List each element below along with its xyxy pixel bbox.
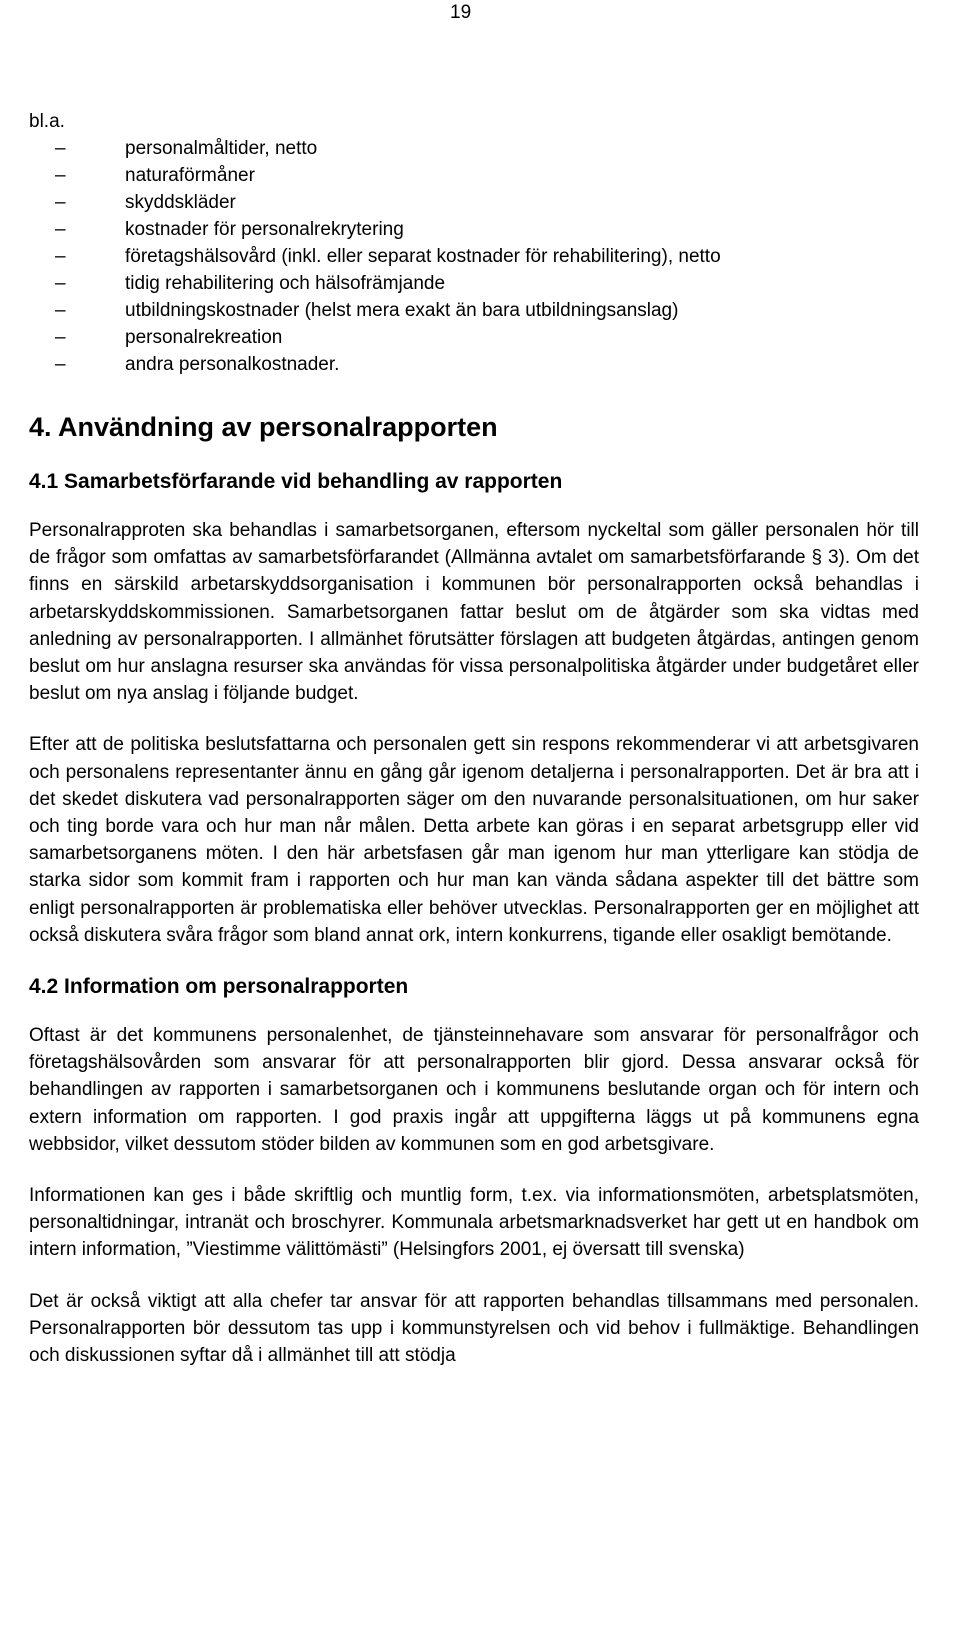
list-item-text: personalmåltider, netto — [125, 138, 318, 159]
dash-bullet-icon: – — [55, 246, 66, 267]
list-item-text: företagshälsovård (inkl. eller separat kostnader för rehabilitering), netto — [125, 246, 721, 267]
section-heading-4: 4. Användning av personalrapporten — [29, 412, 498, 442]
list-item — [29, 162, 919, 189]
paragraph-4-2-c: Det är också viktigt att alla chefer tar ansvar för att rapporten behandlas tillsammans med personalen. Personalrapporten bör dessutom tas upp i kommunstyrelsen och vid behov i fullmäktige. Behandlingen och diskussionen syftar då i allmänhet till att stödja — [29, 1290, 919, 1367]
list-item — [29, 351, 919, 378]
section-heading-4-1: 4.1 Samarbetsförfarande vid behandling av rapporten — [29, 470, 563, 493]
list-item — [29, 135, 919, 162]
list-item — [29, 189, 919, 216]
dash-bullet-icon: – — [55, 273, 66, 294]
dash-bullet-icon: – — [55, 138, 66, 159]
paragraph-4-2-a: Oftast är det kommunens personalenhet, de tjänsteinnehavare som ansvarar för personalfrågor och företagshälsovården som ansvarar för att personalrapporten blir gjord. Dessa ansvarar också för behandlingen av rapporten i samarbetsorganen och i kommunens beslutande organ och för intern och extern information om rapporten. I god praxis ingår att uppgifterna läggs ut på kommunens egna webbsidor, vilket dessutom stöder bilden av kommunen som en god arbetsgivare. — [29, 1025, 919, 1155]
list-intro: bl.a. — [29, 111, 65, 132]
dash-bullet-icon: – — [55, 219, 66, 240]
list-item-text: kostnader för personalrekrytering — [125, 219, 404, 240]
dash-bullet-icon: – — [55, 327, 66, 348]
document-body — [29, 108, 919, 1369]
paragraph-4-1-b: Efter att de politiska beslutsfattarna och personalen gett sin respons rekommenderar vi att arbetsgivaren och personalens representanter ännu en gång går igenom detaljerna i personalrapporten. Det är bra att i det skedet diskutera vad personalrapporten säger om den nuvarande personalsituationen, om hur saker och ting borde vara och hur man når målen. Detta arbete kan göras i en separat arbetsgrupp eller vid samarbetsorganens möten. I den här arbetsfasen går man igenom hur man ytterligare kan stödja de starka sidor som kommit fram i rapporten och hur man kan vända sådana aspekter till det bättre som enligt personalrapporten är problematiska eller behöver utvecklas. Personalrapporten ger en möjlighet att också diskutera svåra frågor som bland annat ork, intern konkurrens, tigande eller osakligt bemötande. — [29, 734, 919, 946]
dash-bullet-icon: – — [55, 192, 66, 213]
cost-list — [29, 135, 919, 378]
list-item-text: andra personalkostnader. — [125, 354, 340, 375]
list-item — [29, 324, 919, 351]
dash-bullet-icon: – — [55, 354, 66, 375]
dash-bullet-icon: – — [55, 300, 66, 321]
paragraph-4-2-b: Informationen kan ges i både skriftlig och muntlig form, t.ex. via informationsmöten, arbetsplatsmöten, personaltidningar, intranät och broschyrer. Kommunala arbetsmarknadsverket har gett ut en handbok om intern information, ”Viestimme välittömästi” (Helsingfors 2001, ej översatt till svenska) — [29, 1185, 919, 1261]
section-heading-4-2: 4.2 Information om personalrapporten — [29, 975, 409, 999]
list-item-text: personalrekreation — [125, 327, 283, 348]
list-item-text: utbildningskostnader (helst mera exakt än bara utbildningsanslag) — [125, 300, 679, 321]
list-item — [29, 243, 919, 270]
page-number: 19 — [450, 2, 472, 23]
dash-bullet-icon: – — [55, 165, 66, 186]
list-item — [29, 216, 919, 243]
list-item — [29, 270, 919, 297]
list-item-text: naturaförmåner — [125, 165, 255, 186]
paragraph-4-1-a: Personalrapproten ska behandlas i samarbetsorganen, eftersom nyckeltal som gäller personalen hör till de frågor som omfattas av samarbetsförfarandet (Allmänna avtalet om samarbetsförfarande § 3). Om det finns en särskild arbetarskyddsorganisation i kommunen bör personalrapporten också behandlas i arbetarskyddskommissionen. Samarbetsorganen fattar beslut om de åtgärder som ska vidtas med anledning av personalrapporten. I allmänhet förutsätter förslagen att budgeten åtgärdas, antingen genom beslut om hur anslagna resurser ska användas för vissa personalpolitiska åtgärder under budgetåret eller beslut om nya anslag i följande budget. — [29, 520, 919, 705]
list-item-text: tidig rehabilitering och hälsofrämjande — [125, 273, 446, 294]
list-item-text: skyddskläder — [125, 192, 236, 213]
list-item — [29, 297, 919, 324]
